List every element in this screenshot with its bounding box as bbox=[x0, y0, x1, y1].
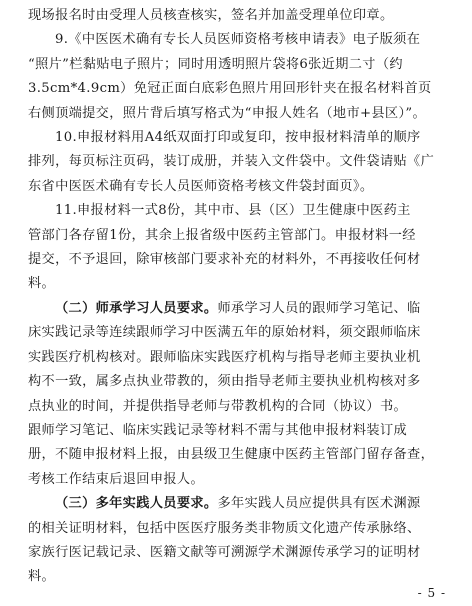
text-line: 排列，每页标注页码，装订成册，并装入文件袋中。文件袋请贴《广 bbox=[28, 154, 435, 170]
text-line: “照片”栏黏贴电子照片；同时用透明照片袋将6张近期二寸（约 bbox=[28, 56, 403, 72]
text-line: 料。 bbox=[28, 276, 56, 292]
text-line: 提交，不予退回，除审核部门要求补充的材料外，不再接收任何材 bbox=[28, 252, 421, 268]
section-heading-line bbox=[28, 297, 448, 321]
text-line: 现场报名时由受理人员核查核实，签名并加盖受理单位印章。 bbox=[28, 8, 394, 23]
text-line: 10.申报材料用A4纸双面打印或复印，按申报材料清单的顺序 bbox=[55, 130, 421, 146]
text-line: 考核工作结束后退回申报人。 bbox=[28, 471, 204, 487]
text-line: 右侧顶端提交，照片背后填写格式为“申报人姓名（地市+县区）”。 bbox=[28, 105, 427, 121]
text-line: 东省中医医术确有专长人员医师资格考核文件袋封面页》。 bbox=[28, 178, 374, 194]
text-line: 实践医疗机构核对。跟师临床实践医疗机构与指导老师主要执业机 bbox=[28, 349, 421, 365]
text-line: 家族行医记载记录、医籍文献等可溯源学术渊源传承学习的证明材 bbox=[28, 544, 421, 560]
text-line: 床实践记录等连续跟师学习中医满五年的原始材料，须交跟师临床 bbox=[28, 325, 421, 341]
text-line: 9.《中医医术确有专长人员医师资格考核申请表》电子版须在 bbox=[55, 32, 421, 48]
text-line: 点执业的时间，并提供指导老师与带教机构的合同（协议）书。 bbox=[28, 398, 408, 414]
text-line: 料。 bbox=[28, 569, 56, 585]
section-heading: （三）多年实践人员要求。 bbox=[55, 496, 218, 512]
text-line: 册，不随申报材料上报，由县级卫生健康中医药主管部门留存备查， bbox=[28, 447, 435, 463]
text-line: 3.5cm*4.9cm）免冠正面白底彩色照片用回形针夹在报名材料首页 bbox=[28, 81, 432, 97]
text-line: 11.申报材料一式8份，其中市、县（区）卫生健康中医药主 bbox=[55, 203, 411, 219]
section-heading: （二）师承学习人员要求。 bbox=[55, 300, 218, 316]
text-line: 管部门各存留1份，其余上报省级中医药主管部门。申报材料一经 bbox=[28, 227, 416, 243]
section-text: 师承学习人员的跟师学习笔记、临 bbox=[217, 300, 421, 316]
text-line: 的相关证明材料，包括中医医疗服务类非物质文化遗产传承脉络、 bbox=[28, 520, 421, 536]
section-heading-line bbox=[28, 492, 448, 516]
text-line: 构不一致，属多点执业带教的，须由指导老师主要执业机构核对多 bbox=[28, 374, 421, 390]
document-body bbox=[28, 4, 448, 590]
text-line: 跟师学习笔记、临床实践记录等材料不需与其他申报材料装订成 bbox=[28, 422, 408, 438]
section-text: 多年实践人员应提供具有医术渊源 bbox=[217, 496, 421, 512]
page-number: - 5 - bbox=[417, 586, 446, 600]
